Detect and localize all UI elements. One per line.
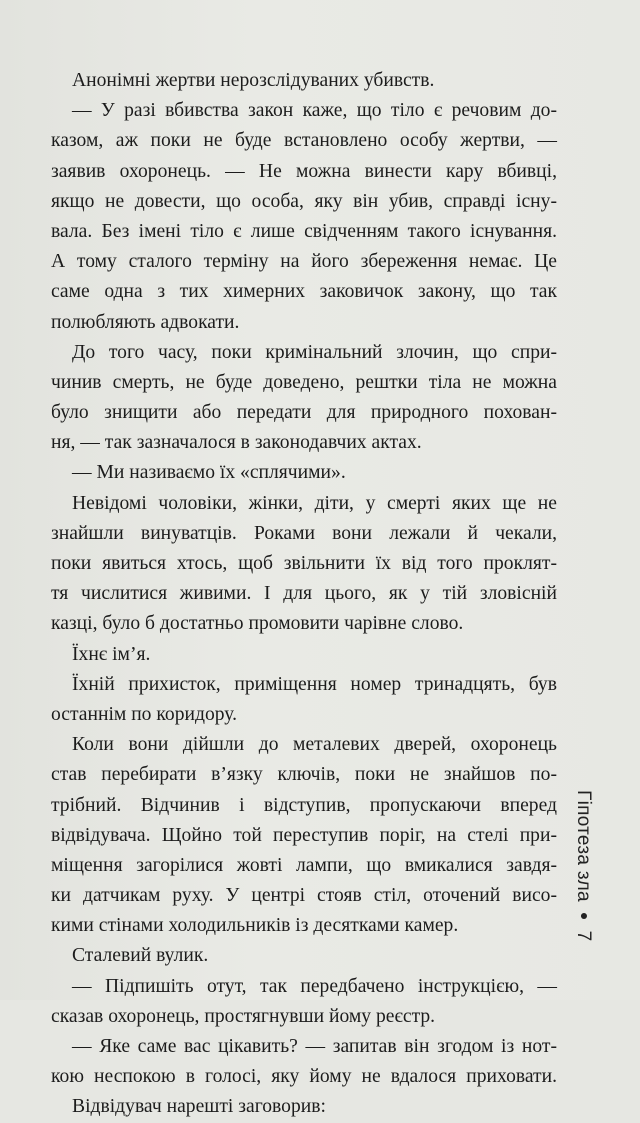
text-line: заявив охоронець. — Не можна винести кару вбивці, bbox=[51, 160, 557, 182]
text-line: якщо не довести, що особа, яку він убив, справді існу- bbox=[51, 190, 557, 212]
body-text bbox=[51, 66, 557, 1123]
text-line: тя числитися живими. І для цього, як у тій зловісній bbox=[51, 583, 557, 605]
text-line: Невідомі чоловіки, жінки, діти, у смерті яких ще не bbox=[72, 492, 557, 514]
text-line: Анонімні жертви нерозслідуваних убивств. bbox=[72, 70, 435, 91]
text-line: — У разі вбивства закон каже, що тіло є речовим до- bbox=[72, 100, 557, 122]
running-head-title: Гіпотеза зла bbox=[573, 790, 594, 902]
text-line: саме одна з тих химерних заковичок закону, що так bbox=[51, 281, 557, 303]
text-line: знайшли винуватців. Роками вони лежали й чекали, bbox=[51, 522, 557, 544]
running-head-rotated bbox=[572, 790, 594, 942]
text-line: було знищити або передати для природного похован- bbox=[51, 402, 557, 424]
text-line: А тому сталого терміну на його збереження немає. Це bbox=[51, 251, 557, 273]
text-line: чинив смерть, не буде доведено, рештки тіла не можна bbox=[51, 371, 557, 393]
text-line: кими стінами холодильників із десятками камер. bbox=[51, 915, 459, 937]
text-line: — Ми називаємо їх «сплячими». bbox=[72, 462, 346, 484]
text-line: трібний. Відчинив і відступив, пропускаючи вперед bbox=[51, 794, 557, 816]
text-line: став перебирати в’язку ключів, поки не знайшов по- bbox=[51, 764, 557, 786]
text-line: — Підпишіть отут, так передбачено інструкцією, — bbox=[72, 975, 557, 997]
text-line: До того часу, поки кримінальний злочин, що спри- bbox=[72, 341, 557, 363]
text-line: відвідувача. Щойно той переступив поріг, на стелі при- bbox=[51, 824, 557, 846]
text-line: казом, аж поки не буде встановлено особу жертви, — bbox=[51, 130, 557, 152]
text-line: міщення загорілися жовті лампи, що вмикалися завдя- bbox=[51, 854, 557, 876]
text-line: кою неспокою в голосі, яку йому не вдалося приховати. bbox=[51, 1066, 557, 1088]
text-line: вала. Без імені тіло є лише свідченням такого існування. bbox=[51, 220, 557, 242]
running-head bbox=[566, 790, 606, 970]
text-line: Відвідувач нарешті заговорив: bbox=[72, 1096, 326, 1118]
text-line: ки датчикам руху. У центрі стояв стіл, оточений висо- bbox=[51, 885, 557, 907]
text-line: полюбляють адвокати. bbox=[51, 311, 240, 333]
page-number: 7 bbox=[573, 930, 594, 942]
text-line: Їхній прихисток, приміщення номер тринадцять, був bbox=[72, 673, 557, 695]
text-line: поки явиться хтось, щоб звільнити їх від того проклят- bbox=[51, 553, 557, 574]
text-line: Їхнє ім’я. bbox=[72, 643, 151, 665]
text-line: казці, було б достатньо промовити чарівне слово. bbox=[51, 613, 464, 635]
text-line: сказав охоронець, простягнувши йому реєстр. bbox=[51, 1005, 436, 1027]
text-line: — Яке саме вас цікавить? — запитав він згодом із нот- bbox=[72, 1036, 557, 1057]
text-line: Сталевий вулик. bbox=[72, 945, 209, 967]
text-line: Коли вони дійшли до металевих дверей, охоронець bbox=[72, 734, 557, 756]
running-head-separator: ● bbox=[577, 911, 593, 921]
text-line: ня, — так зазначалося в законодавчих актах. bbox=[51, 432, 422, 454]
text-line: останнім по коридору. bbox=[51, 703, 238, 725]
